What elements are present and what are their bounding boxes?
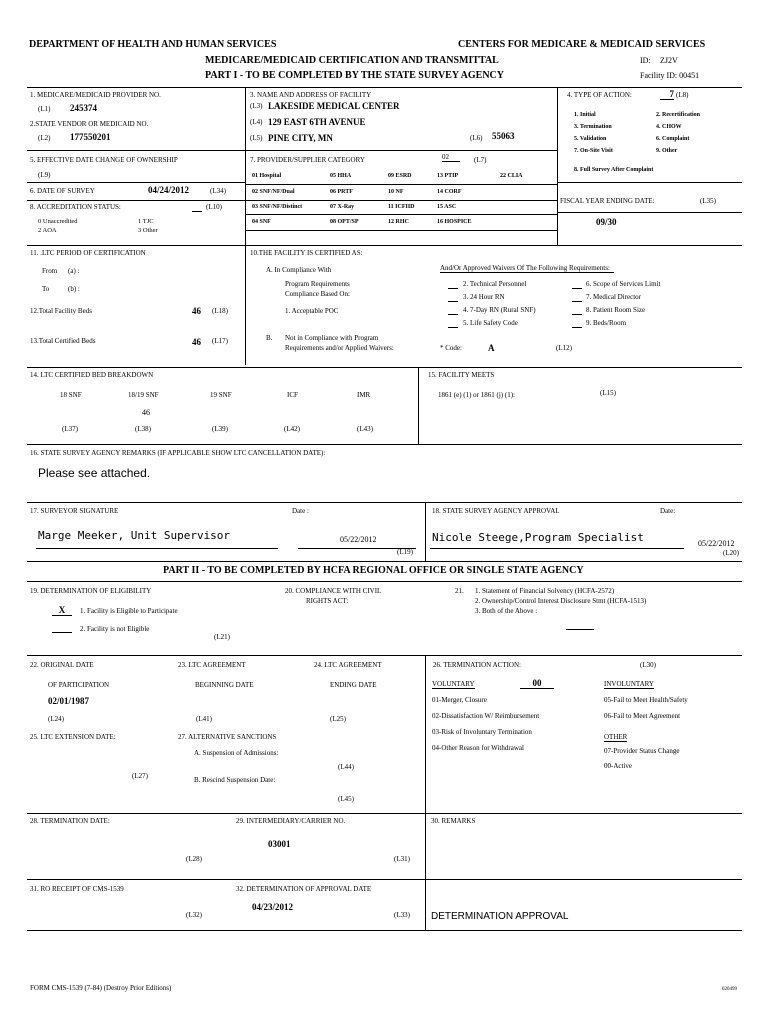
action-option: 8. Full Survey After Complaint xyxy=(574,167,654,173)
approval-signature: Nicole Steege,Program Specialist xyxy=(432,531,644,544)
id-value: ZJ2V xyxy=(660,56,678,65)
s16-label: 16. STATE SURVEY AGENCY REMARKS (IF APPLICABLE SHOW LTC CANCELLATION DATE): xyxy=(30,449,326,457)
approval-date: 05/22/2012 xyxy=(698,539,735,548)
facility-zip: 55063 xyxy=(492,131,515,141)
rule xyxy=(27,245,742,246)
action-option: 2. Recertification xyxy=(656,112,700,118)
rule xyxy=(245,150,557,151)
rescind-label: B. Rescind Suspension Date: xyxy=(194,776,276,784)
category-option: 11 ICFIID xyxy=(388,204,415,210)
rule xyxy=(425,655,426,813)
s27-label: 27. ALTERNATIVE SANCTIONS xyxy=(178,733,277,741)
waiver-option: 7. Medical Director xyxy=(586,293,642,301)
bed-column: 18 SNF xyxy=(60,391,82,399)
rule xyxy=(27,502,742,503)
rule xyxy=(425,879,426,930)
s8-code: (L10) xyxy=(206,203,222,211)
not-compliant-label: Not in Compliance with Program xyxy=(285,334,379,342)
signature-line xyxy=(430,548,684,549)
rule xyxy=(27,930,742,931)
waiver-field xyxy=(448,320,458,328)
other-option: 07-Provider Status Change xyxy=(604,747,680,755)
action-option: 3. Termination xyxy=(574,124,612,130)
s19-label: 19. DETERMINATION OF ELIGIBILITY xyxy=(30,587,152,595)
category-option: 15 ASC xyxy=(437,204,457,210)
accreditation-option: 0 Unaccredited xyxy=(38,218,78,225)
rule xyxy=(27,150,245,151)
s5-label: 5. EFFECTIVE DATE CHANGE OF OWNERSHIP xyxy=(30,156,178,164)
s6-code: (L34) xyxy=(210,187,226,195)
s24-label: 24. LTC AGREEMENT xyxy=(314,661,382,669)
accreditation-option: 2 AOA xyxy=(38,227,57,234)
category-option: 12 RHC xyxy=(388,219,409,225)
survey-date: 04/24/2012 xyxy=(148,185,190,195)
waiver-option: 5. Life Safety Code xyxy=(463,319,518,327)
s15-code: (L15) xyxy=(600,389,616,397)
facility-id: Facility ID: 00451 xyxy=(640,71,700,80)
action-option: 5. Validation xyxy=(574,136,607,142)
signature-line xyxy=(36,548,278,549)
rule xyxy=(245,200,557,201)
total-facility-beds: 46 xyxy=(192,306,201,316)
s28-code: (L28) xyxy=(186,855,202,863)
waiver-option: 6. Scope of Services Limit xyxy=(586,280,661,288)
action-option: 6. Complaint xyxy=(656,136,690,142)
action-option: 1. Initial xyxy=(574,112,596,118)
s22-label: 22. ORIGINAL DATE xyxy=(30,661,94,669)
s12-code: (L18) xyxy=(212,307,228,315)
s21-option: 3. Both of the Above : xyxy=(475,607,538,615)
s21-option: 1. Statement of Financial Solvency (HCFA-2572) xyxy=(475,587,615,595)
facility-city: PINE CITY, MN xyxy=(268,133,333,143)
s21-field xyxy=(566,629,594,630)
s3-l5: (L5) xyxy=(250,134,263,142)
s29-label: 29. INTERMEDIARY/CARRIER NO. xyxy=(236,817,346,825)
total-certified-beds: 46 xyxy=(192,337,201,347)
category-option: 10 NF xyxy=(388,189,404,195)
waiver-field xyxy=(572,307,582,315)
category-option: 08 OPT/SP xyxy=(330,219,359,225)
bed-column: IMR xyxy=(357,391,371,399)
rule xyxy=(27,655,742,656)
s2-label: 2.STATE VENDOR OR MEDICAID NO. xyxy=(30,120,149,128)
rule xyxy=(245,87,246,365)
s8-label: 8. ACCREDITATION STATUS: xyxy=(30,203,121,211)
rule xyxy=(27,367,742,368)
waiver-field xyxy=(572,281,582,289)
rule xyxy=(27,87,742,88)
s23-sub: BEGINNING DATE xyxy=(195,681,254,689)
part2-title: PART II - TO BE COMPLETED BY HCFA REGIONAL OFFICE OR SINGLE STATE AGENCY xyxy=(163,565,584,576)
suspension-label: A. Suspension of Admissions: xyxy=(194,749,279,757)
rescind-code: (L45) xyxy=(338,795,354,803)
id-label: ID: xyxy=(640,56,651,65)
rule xyxy=(245,214,557,215)
category-option: 14 CORF xyxy=(437,189,462,195)
other-option: 00-Active xyxy=(604,762,632,770)
waiver-option: 3. 24 Hour RN xyxy=(463,293,505,301)
s3-l6: (L6) xyxy=(470,134,483,142)
involuntary-option: 06-Fail to Meet Agreement xyxy=(604,712,681,720)
s21-label: 21. xyxy=(455,587,464,595)
s10-label: 10.THE FACILITY IS CERTIFIED AS: xyxy=(250,249,363,257)
facility-address: 129 EAST 6TH AVENUE xyxy=(268,117,366,127)
waiver-field xyxy=(448,307,458,315)
bed-code: (L38) xyxy=(135,425,151,433)
action-type-value: 7 xyxy=(660,90,674,100)
voluntary-option: 03-Risk of Involuntary Termination xyxy=(432,728,532,736)
s15-label: 15. FACILITY MEETS xyxy=(428,371,495,379)
accreditation-field xyxy=(192,204,202,212)
s2-code: (L2) xyxy=(38,134,51,142)
voluntary-option: 04-Other Reason for Withdrawal xyxy=(432,744,524,752)
s1-label: 1. MEDICARE/MEDICAID PROVIDER NO. xyxy=(30,91,161,99)
s5-code: (L9) xyxy=(38,171,51,179)
involuntary-label: INVOLUNTARY xyxy=(604,680,654,688)
s18-date-label: Date: xyxy=(660,507,676,515)
action-option: 4. CHOW xyxy=(656,124,682,130)
fiscal-year-end: 09/30 xyxy=(596,217,617,227)
rule xyxy=(27,581,742,582)
accreditation-option: 1 TJC xyxy=(138,218,154,225)
rule xyxy=(425,502,426,561)
original-date: 02/01/1987 xyxy=(48,696,90,706)
facility-name: LAKESIDE MEDICAL CENTER xyxy=(268,101,400,111)
bed-column: 18/19 SNF xyxy=(128,391,159,399)
waivers-label: And/Or Approved Waivers Of The Following Requirements: xyxy=(440,265,614,273)
voluntary-option: 02-Dissatisfaction W/ Reimbursement xyxy=(432,712,540,720)
code-ref: (L12) xyxy=(556,344,572,352)
not-compliant-letter: B. xyxy=(266,334,273,342)
rule xyxy=(27,879,742,880)
s19-option1: 1. Facility is Eligible to Participate xyxy=(80,607,178,615)
s22-sub: OF PARTICIPATION xyxy=(48,681,110,689)
s3-label: 3. NAME AND ADDRESS OF FACILITY xyxy=(250,91,372,99)
s17-code: (L19) xyxy=(397,548,413,556)
s7-label: 7. PROVIDER/SUPPLIER CATEGORY xyxy=(250,156,365,164)
s6-label: 6. DATE OF SURVEY xyxy=(30,187,95,195)
category-option: 04 SNF xyxy=(252,219,271,225)
not-eligible-field xyxy=(52,632,72,633)
s32-code: (L33) xyxy=(394,911,410,919)
s18-code: (L20) xyxy=(723,549,739,557)
s12-label: 12.Total Facility Beds xyxy=(30,307,92,315)
category-option: 01 Hospital xyxy=(252,173,282,179)
waiver-option: 9. Beds/Room xyxy=(586,319,627,327)
form-title: MEDICARE/MEDICAID CERTIFICATION AND TRANSMITTAL xyxy=(205,55,499,66)
program-requirements-label: Program Requirements xyxy=(285,280,350,288)
s28-label: 28. TERMINATION DATE: xyxy=(30,817,110,825)
provider-number: 245374 xyxy=(70,103,97,113)
intermediary-number: 03001 xyxy=(268,839,291,849)
bed-code: (L43) xyxy=(357,425,373,433)
category-option: 22 CLIA xyxy=(500,173,523,179)
s3-l3: (L3) xyxy=(250,102,263,110)
surveyor-date: 05/22/2012 xyxy=(340,535,377,544)
termination-value: 00 xyxy=(520,679,554,689)
rule xyxy=(245,230,557,231)
s13-label: 13.Total Certified Beds xyxy=(30,337,96,345)
s29-code: (L31) xyxy=(394,855,410,863)
s22-code: (L24) xyxy=(48,715,64,723)
rule xyxy=(27,200,245,201)
rule xyxy=(418,367,419,444)
s19-code: (L21) xyxy=(214,633,230,641)
approval-determination-date: 04/23/2012 xyxy=(252,902,294,912)
rule xyxy=(27,444,742,445)
s31-label: 31. RO RECEIPT OF CMS-1539 xyxy=(30,885,124,893)
rule xyxy=(557,182,742,183)
rule xyxy=(425,813,426,879)
s13-code: (L17) xyxy=(212,337,228,345)
waiver-field xyxy=(448,281,458,289)
s21-option: 2. Ownership/Control Interest Disclosure Stmt (HCFA-1513) xyxy=(475,597,647,605)
rule xyxy=(245,184,557,185)
remarks-text: Please see attached. xyxy=(38,466,151,480)
compliance-code: A xyxy=(488,343,495,353)
waiver-option: 2. Technical Personnel xyxy=(463,280,527,288)
determination-approval: DETERMINATION APPROVAL xyxy=(431,911,569,922)
s7-code: (L7) xyxy=(474,156,487,164)
form-number: FORM CMS-1539 (7-84) (Destroy Prior Editions) xyxy=(30,984,172,992)
s23-code: (L41) xyxy=(196,715,212,723)
s23-label: 23. LTC AGREEMENT xyxy=(178,661,246,669)
bed-count-value: 46 xyxy=(142,408,150,417)
waiver-field xyxy=(572,320,582,328)
category-option: 05 HHA xyxy=(330,173,352,179)
in-compliance-label: A. In Compliance With xyxy=(266,266,332,274)
category-option: 09 ESRD xyxy=(388,173,412,179)
s18-label: 18. STATE SURVEY AGENCY APPROVAL xyxy=(432,507,560,515)
action-option: 9. Other xyxy=(656,148,678,154)
bed-column: ICF xyxy=(287,391,298,399)
category-value: 02 xyxy=(442,154,460,162)
cms-title: CENTERS FOR MEDICARE & MEDICAID SERVICES xyxy=(458,39,706,50)
s14-label: 14. LTC CERTIFIED BED BREAKDOWN xyxy=(30,371,154,379)
action-option: 7. On-Site Visit xyxy=(574,148,613,154)
from-label: From xyxy=(42,267,58,275)
s17-date-label: Date : xyxy=(292,507,309,515)
s20-label: 20. COMPLIANCE WITH CIVIL xyxy=(285,587,382,595)
s1-code: (L1) xyxy=(38,105,51,113)
s4-label: 4. TYPE OF ACTION: xyxy=(567,91,632,99)
fiscal-code: (L35) xyxy=(700,197,716,205)
category-option: 13 PTIP xyxy=(437,173,459,179)
to-label: To xyxy=(42,285,50,293)
acceptable-poc-label: 1. Acceptable POC xyxy=(285,307,339,315)
vendor-number: 177550201 xyxy=(70,132,111,142)
rule xyxy=(557,212,742,213)
s25-label: 25. LTC EXTENSION DATE: xyxy=(30,733,116,741)
waiver-field xyxy=(448,294,458,302)
other-label: OTHER xyxy=(604,733,628,741)
s3-l4: (L4) xyxy=(250,118,263,126)
s26-label: 26. TERMINATION ACTION: xyxy=(433,661,521,669)
s30-label: 30. REMARKS xyxy=(431,817,476,825)
from-code: (a) : xyxy=(68,267,80,275)
department-title: DEPARTMENT OF HEALTH AND HUMAN SERVICES xyxy=(29,39,277,50)
s4-code: (L8) xyxy=(676,91,689,99)
waiver-field xyxy=(572,294,582,302)
bed-code: (L42) xyxy=(284,425,300,433)
s32-label: 32. DETERMINATION OF APPROVAL DATE xyxy=(236,885,372,893)
applied-waivers-label: Requirements and/or Applied Waivers: xyxy=(285,344,394,352)
fiscal-label: FISCAL YEAR ENDING DATE: xyxy=(560,197,655,205)
rule xyxy=(557,87,558,245)
rule xyxy=(27,182,245,183)
suspension-code: (L44) xyxy=(338,763,354,771)
rule xyxy=(27,561,742,562)
s25-code: (L27) xyxy=(132,772,148,780)
bed-code: (L37) xyxy=(62,425,78,433)
s31-code: (L32) xyxy=(186,911,202,919)
s24-sub: ENDING DATE xyxy=(330,681,377,689)
s15-text: 1861 (e) (1) or 1861 (j) (1): xyxy=(438,391,515,399)
part1-title: PART I - TO BE COMPLETED BY THE STATE SURVEY AGENCY xyxy=(205,70,504,81)
s17-label: 17. SURVEYOR SIGNATURE xyxy=(30,507,119,515)
s19-option2: 2. Facility is not Eligible xyxy=(80,625,150,633)
accreditation-option: 3 Other xyxy=(138,227,158,234)
to-code: (b) : xyxy=(68,285,80,293)
rule xyxy=(27,813,742,814)
waiver-option: 8. Patient Room Size xyxy=(586,306,646,314)
waiver-option: 4. 7-Day RN (Rural SNF) xyxy=(463,306,536,314)
s11-label: 11. .LTC PERIOD OF CERTIFICATION xyxy=(30,249,146,257)
bed-code: (L39) xyxy=(212,425,228,433)
category-option: 03 SNF/NF/Distinct xyxy=(252,204,303,210)
eligible-mark: X xyxy=(52,606,72,616)
s24-code: (L25) xyxy=(330,715,346,723)
category-option: 07 X-Ray xyxy=(330,204,355,210)
category-option: 06 PRTF xyxy=(330,189,353,195)
page-code: 020499 xyxy=(722,987,737,992)
category-option: 02 SNF/NF/Dual xyxy=(252,189,295,195)
category-option: 16 HOSPICE xyxy=(437,219,472,225)
compliance-based-label: Compliance Based On: xyxy=(285,290,350,298)
s26-code: (L30) xyxy=(640,661,656,669)
voluntary-option: 01-Merger, Closure xyxy=(432,696,487,704)
code-label: * Code: xyxy=(440,344,462,352)
voluntary-label: VOLUNTARY xyxy=(432,680,475,688)
surveyor-signature: Marge Meeker, Unit Supervisor xyxy=(38,529,231,542)
bed-column: 19 SNF xyxy=(210,391,232,399)
s20-label2: RIGHTS ACT: xyxy=(306,597,349,605)
involuntary-option: 05-Fail to Meet Health/Safety xyxy=(604,696,688,704)
